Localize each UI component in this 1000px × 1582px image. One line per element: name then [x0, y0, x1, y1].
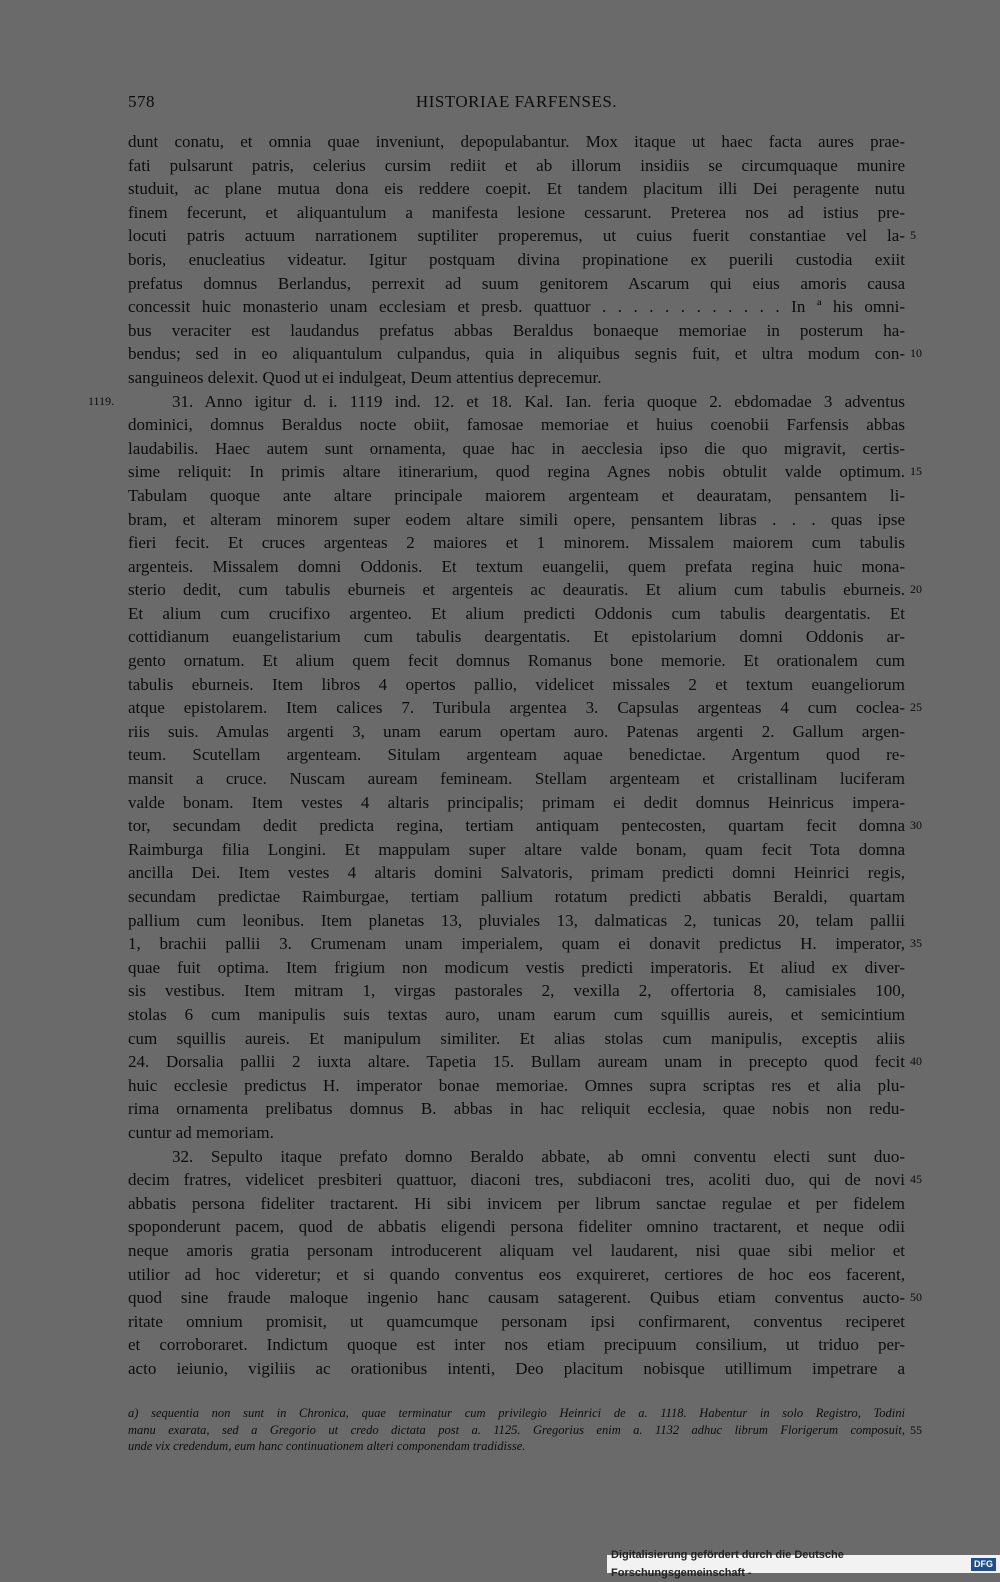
text-line — [128, 861, 905, 885]
digitization-credit — [607, 1549, 1000, 1579]
line-text: huic ecclesie predictus H. imperator bonae memoriae. Omnes supra scriptas res et alia plu- — [128, 1075, 905, 1095]
text-line — [128, 814, 922, 838]
text-line — [128, 201, 905, 225]
line-text: quae fuit optima. Item frigium non modicum vestis predicti imperatoris. Et aliud ex diver- — [128, 957, 905, 977]
line-text: cum squillis aureis. Et manipulum similiter. Et alias stolas cum manipulis, exceptis aliis — [128, 1028, 905, 1048]
text-line — [128, 1003, 905, 1027]
text-line — [128, 1145, 905, 1169]
text-line — [128, 1121, 905, 1145]
text-line — [128, 791, 905, 815]
text-line — [128, 342, 922, 366]
text-line — [128, 1215, 905, 1239]
text-line — [128, 720, 905, 744]
footnote-text: unde vix credendum, eum hanc continuationem alteri componendam tradidisse. — [128, 1439, 526, 1453]
text-line — [128, 248, 905, 272]
running-header — [128, 92, 905, 116]
line-text: Tabulam quoque ante altare principale maiorem argenteam et deauratam, pensantem li- — [128, 485, 905, 505]
line-number: 25 — [910, 700, 922, 715]
text-line — [128, 1192, 905, 1216]
line-text: bendus; sed in eo aliquantulum culpandus, quia in aliquibus segnis fuit, et ultra modum con- — [128, 344, 905, 364]
text-line — [128, 272, 905, 296]
line-text: valde bonam. Item vestes 4 altaris principalis; primam ei dedit domnus Heinricus impera- — [128, 792, 905, 812]
line-number: 20 — [910, 582, 922, 597]
text-line — [128, 1027, 905, 1051]
text-line — [128, 602, 905, 626]
text-line — [128, 625, 905, 649]
text-line — [128, 366, 905, 390]
line-text: cottidianum euangelistarium cum tabulis deargentatis. Et epistolarium domni Oddonis ar- — [128, 627, 905, 647]
line-number: 35 — [910, 936, 922, 951]
text-line — [128, 1310, 905, 1334]
text-line — [128, 177, 905, 201]
credit-text: Digitalisierung gefördert durch die Deutsche Forschungsgemeinschaft - — [611, 1549, 844, 1579]
line-text: acto ieiunio, vigiliis ac orationibus intenti, Deo placitum nobisque utillimum impetrare a — [128, 1358, 905, 1378]
text-line — [128, 838, 905, 862]
text-line — [128, 1168, 922, 1192]
line-text: abbatis persona fideliter tractarent. Hi sibi invicem per librum sanctae regulae et per fidelem — [128, 1193, 905, 1213]
line-text: bram, et alteram minorem super eodem altare simili opere, pensantem libras . . . quas ipse — [128, 509, 905, 529]
text-line — [128, 295, 905, 319]
text-line — [128, 673, 905, 697]
line-text: stolas 6 cum manipulis suis textas auro, unam earum cum squillis aureis, et semicintium — [128, 1004, 905, 1024]
line-text: argenteis. Missalem domni Oddonis. Et textum euangelii, quem prefata regina huic mona- — [128, 556, 905, 576]
text-line — [128, 1074, 905, 1098]
footnote-text: manu exarata, sed a Gregorio ut credo dictata post a. 1125. Gregorius enim a. 1132 adhuc librum Florigerum composuit, — [128, 1422, 905, 1437]
line-text: cuntur ad memoriam. — [128, 1122, 274, 1142]
line-text: et corroboraret. Indictum quoque est inter nos etiam precipuum consilium, ut triduo per- — [128, 1335, 905, 1355]
line-text: secundam predictae Raimburgae, tertiam pallium rotatum predicti abbatis Beraldi, quartam — [128, 887, 905, 906]
text-line — [128, 1097, 905, 1121]
text-line — [128, 979, 905, 1003]
line-text: dunt conatu, et omnia quae inveniunt, depopulabantur. Mox itaque ut haec facta aures prae- — [128, 132, 905, 151]
main-text — [88, 130, 922, 1380]
line-number: 55 — [910, 1422, 922, 1437]
line-text: ancilla Dei. Item vestes 4 altaris domini Salvatoris, primam predicti domni Heinrici regis, — [128, 863, 905, 883]
line-text: sterio dedit, cum tabulis eburneis et argenteis ac deauratis. Et alium cum tabulis eburneis. — [128, 580, 905, 600]
line-text: boris, enucleatius videatur. Igitur postquam divina propinatione ex puerili custodia exiit — [128, 249, 905, 269]
text-line — [128, 909, 905, 933]
dfg-logo: DFG — [971, 1558, 996, 1571]
text-line — [128, 767, 905, 791]
line-text: ritate omnium promisit, ut quamcumque personam ipsi confirmarent, conventus reciperet — [128, 1311, 905, 1331]
line-number: 30 — [910, 818, 922, 833]
text-line — [128, 1286, 922, 1310]
line-text: 1, brachii pallii 3. Crumenam unam imperialem, quam ei donavit predictus H. imperator, — [128, 934, 905, 954]
line-text: quod sine fraude maloque ingenio hanc causam satagerent. Quibus etiam conventus aucto- — [128, 1288, 905, 1308]
text-line — [128, 1050, 922, 1074]
text-line — [128, 437, 905, 461]
footnote-text: a) sequentia non sunt in Chronica, quae terminatur cum privilegio Heinrici de a. 1118. Habentur in solo Registro, Todini — [128, 1406, 905, 1420]
line-text: 31. Anno igitur d. i. 1119 ind. 12. et 18. Kal. Ian. feria quoque 2. ebdomadae 3 adventus — [172, 391, 905, 411]
page-number: 578 — [128, 92, 155, 111]
line-text: fati pulsarunt patris, celerius cursim rediit et ab illorum insidiis se circumquaque munire — [128, 155, 905, 175]
line-number: 45 — [910, 1172, 922, 1187]
line-text: Et alium cum crucifixo argenteo. Et alium predicti Oddonis cum tabulis deargentatis. Et — [128, 603, 905, 623]
text-line — [128, 531, 905, 555]
line-number: 40 — [910, 1054, 922, 1069]
line-text: 32. Sepulto itaque prefato domno Beraldo abbate, ab omni conventu electi sunt duo- — [172, 1146, 905, 1166]
line-text: teum. Scutellam argenteam. Situlam argenteam aquae benedictae. Argentum quod re- — [128, 745, 905, 765]
text-line — [128, 508, 905, 532]
text-line — [128, 130, 905, 154]
line-text: Raimburga filia Longini. Et mappulam super altare valde bonam, quam fecit Tota domna — [128, 839, 905, 859]
line-number: 50 — [910, 1290, 922, 1305]
text-line — [128, 743, 905, 767]
text-line — [128, 885, 905, 909]
line-text: prefatus domnus Berlandus, perrexit ad suum genitorem Ascarum qui eius amoris causa — [128, 273, 905, 293]
line-text: studuit, ac plane mutua dona eis reddere coepit. Et tandem placitum illi Dei peragente nutu — [128, 179, 905, 199]
line-text: bus veraciter est laudandus prefatus abbas Beraldus bonaeque memoriae in posterum ha- — [128, 320, 905, 340]
line-text: utilior ad hoc videretur; et si quando conventus eos exquireret, certiores de hoc eos facerent, — [128, 1264, 905, 1284]
text-line — [128, 696, 922, 720]
line-text: decim fratres, videlicet presbiteri quattuor, diaconi tres, subdiaconi tres, acoliti duo, qui de novi — [128, 1170, 905, 1190]
text-line — [128, 1357, 905, 1381]
text-line — [128, 932, 922, 956]
line-text: mansit a cruce. Nuscam auream femineam. Stellam argenteam et cristallinam luciferam — [128, 769, 905, 789]
text-line — [128, 484, 905, 508]
line-text: dominici, domnus Beraldus nocte obiit, famosae memoriae et huius coenobii Farfensis abbas — [128, 415, 905, 435]
text-line — [88, 390, 905, 414]
line-number: 5 — [910, 228, 916, 243]
footnote-line — [128, 1405, 905, 1422]
text-line — [128, 1333, 905, 1357]
line-text: pallium cum leonibus. Item planetas 13, pluviales 13, dalmaticas 2, tunicas 20, telam pallii — [128, 910, 905, 930]
line-text: rima ornamenta prelibatus domnus B. abbas in hac reliquit ecclesia, quae nobis non redu- — [128, 1099, 905, 1119]
footnote-line — [128, 1422, 922, 1439]
footnote-line — [128, 1438, 905, 1455]
text-line — [128, 956, 905, 980]
line-text: fieri fecit. Et cruces argenteas 2 maiores et 1 minorem. Missalem maiorem cum tabulis — [128, 533, 905, 553]
line-text: concessit huic monasterio unam ecclesiam et presb. quattuor . . . . . . . . . . . . In ª his omni- — [128, 297, 905, 317]
text-line — [128, 649, 905, 673]
line-text: riis suis. Amulas argenti 3, unam earum opertam auro. Patenas argenti 2. Gallum argen- — [128, 721, 905, 741]
line-text: atque epistolarem. Item calices 7. Turibula argentea 3. Capsulas argenteas 4 cum coclea- — [128, 698, 905, 718]
line-text: neque amoris gratia personam introducerent aliquam vel laudarent, nisi quae sibi melior et — [128, 1240, 905, 1260]
running-title: HISTORIAE FARFENSES. — [415, 92, 618, 111]
line-text: gento ornatum. Et alium quem fecit domnus Romanus bone memorie. Et orationalem cum — [128, 651, 905, 671]
line-text: finem fecerunt, et aliquantulum a manifesta lesione cessarunt. Preterea nos ad istius pre- — [128, 202, 905, 222]
text-line — [128, 1263, 905, 1287]
line-text: tabulis eburneis. Item libros 4 opertos pallio, videlicet missales 2 et textum euangeliorum — [128, 674, 905, 694]
text-line — [128, 224, 916, 248]
text-line — [128, 154, 905, 178]
text-line — [128, 555, 905, 579]
line-text: sis vestibus. Item mitram 1, virgas pastorales 2, vexilla 2, offertoria 8, camisiales 100, — [128, 981, 905, 1001]
line-text: locuti patris actuum narrationem suptiliter properemus, ut cuius fuerit constantiae vel la- — [128, 226, 905, 246]
line-text: tor, secundam dedit predicta regina, tertiam antiquam pentecosten, quartam fecit domna — [128, 816, 905, 836]
line-text: spoponderunt pacem, quod de abbatis eligendi persona fideliter omnino tractarent, et neque odii — [128, 1217, 905, 1237]
line-number: 15 — [910, 464, 922, 479]
text-line — [128, 460, 922, 484]
footnote — [128, 1405, 922, 1455]
margin-year: 1119. — [88, 393, 115, 408]
line-text: sanguineos delexit. Quod ut ei indulgeat, Deum attentius deprecemur. — [128, 367, 602, 387]
line-text: 24. Dorsalia pallii 2 iuxta altare. Tapetia 15. Bullam auream unam in precepto quod fecit — [128, 1052, 905, 1072]
line-text: sime reliquit: In primis altare itinerarium, quod regina Agnes nobis obtulit valde optimum. — [128, 462, 905, 482]
text-line — [128, 578, 922, 602]
text-line — [128, 319, 905, 343]
line-number: 10 — [910, 346, 922, 361]
text-line — [128, 1239, 905, 1263]
line-text: laudabilis. Haec autem sunt ornamenta, quae hac in aecclesia ipso die quo migravit, certis- — [128, 438, 905, 458]
text-line — [128, 413, 905, 437]
